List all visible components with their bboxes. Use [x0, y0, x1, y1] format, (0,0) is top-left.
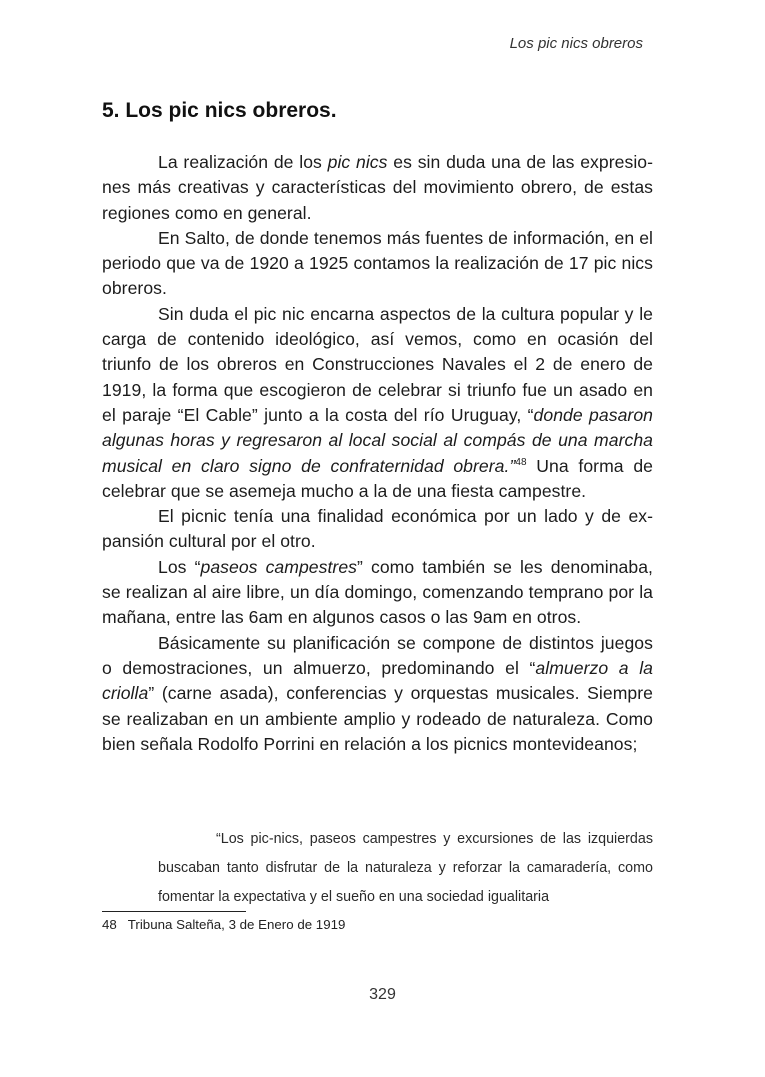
quoted-passage: donde pasaron algunas horas y regresaron al local social al compás de una marcha musical en claro signo de confraternidad obrera.” [102, 404, 653, 476]
paragraph: El picnic tenía una finalidad económica por un lado y de expansión cultural por el otro. [102, 506, 653, 552]
running-header: Los pic nics obreros [509, 35, 643, 52]
footnote-divider [102, 911, 246, 912]
footnote-text: Tribuna Salteña, 3 de Enero de 1919 [127, 917, 346, 932]
body-text [102, 150, 653, 757]
block-quote [158, 825, 653, 912]
paragraph: Básicamente su planificación se compone de distintos juegos o demostraciones, un almuerzo, predominando el “almuerzo a la criolla” (carne asada), conferencias y orquestas musicales. Siempre se realizaban en un ambiente amplio y rodeado de naturaleza. Como bien señala Rodolfo Porrini en relación a los picnics montevideanos; [102, 632, 654, 754]
emphasis: paseos campestres [200, 556, 358, 577]
footnote-number: 48 [102, 917, 117, 932]
paragraph: En Salto, de donde tenemos más fuentes de información, en el periodo que va de 1920 a 1925 contamos la realización de 17 pic nics obreros. [102, 227, 653, 299]
paragraph: La realización de los pic nics es sin duda una de las expresiones más creativas y características del movimiento obrero, de estas regiones como en general. [102, 152, 653, 223]
paragraph: Los “paseos campestres” como también se les denominaba, se realizan al aire libre, un día domingo, comenzando temprano por la mañana, entre las 6am en algunos casos o las 9am en otros. [102, 556, 653, 628]
footnote-ref[interactable]: 48 [515, 456, 527, 468]
paragraph: Sin duda el pic nic encarna aspectos de la cultura popular y le carga de contenido ideológico, así vemos, como en ocasión del triunfo de los obreros en Construcciones Navales el 2 de enero de 1919, la forma que escogieron de celebrar si triunfo fue un asado en el paraje “El Cable” junto a la costa del río Uruguay, “donde pasaron algunas horas y regresaron al local social al compás de una marcha musical en claro signo de confraternidad obrera.”$^{48}$ Una forma de celebrar que se asemeja mucho a la de una fiesta campestre. [102, 303, 653, 501]
chapter-title: 5. Los pic nics obreros. [102, 99, 337, 122]
emphasis: almuerzo a la criolla [102, 657, 654, 704]
page-number: 329 [369, 986, 396, 1003]
quote-text: “Los pic-nics, paseos campestres y excursiones de las izquierdas buscaban tanto disfrutar de la naturaleza y reforzar la camaradería, como fomentar la expectativa y el sueño en una sociedad igualitaria [158, 831, 653, 905]
emphasis: pic nics [327, 152, 388, 172]
footnote [102, 917, 345, 932]
